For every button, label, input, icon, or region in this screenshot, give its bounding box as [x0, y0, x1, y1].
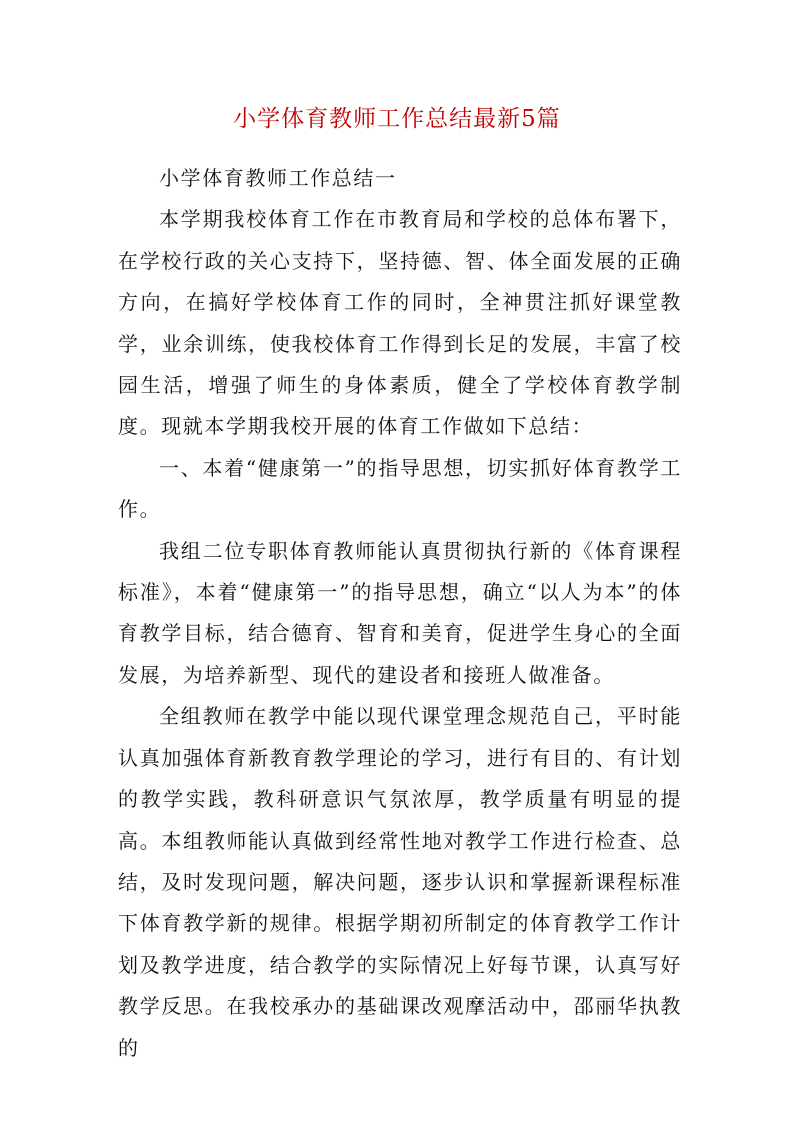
- section-heading: 小学体育教师工作总结一: [159, 166, 397, 190]
- paragraph-curriculum: 我组二位专职体育教师能认真贯彻执行新的《体育课程标准》，本着“健康第一”的指导思想，确立“以人为本”的体育教学目标，结合德育、智育和美育，促进学生身心的全面发展，为培养新型、现代的建设者和接班人做准备。: [118, 538, 682, 687]
- document-title: 小学体育教师工作总结最新5篇: [233, 106, 561, 132]
- document-body: [118, 158, 682, 1069]
- paragraph-teaching: 全组教师在教学中能以现代课堂理念规范自己，平时能认真加强体育新教育教学理论的学习，进行有目的、有计划的教学实践，教科研意识气氛浓厚，教学质量有明显的提高。本组教师能认真做到经常性地对教学工作进行检查、总结，及时发现问题，解决问题，逐步认识和掌握新课程标准下体育教学新的规律。根据学期初所制定的体育教学工作计划及教学进度，结合教学的实际情况上好每节课，认真写好教学反思。在我校承办的基础课改观摩活动中，邵丽华执教的: [118, 704, 682, 1060]
- paragraph-subheading: 一、本着“健康第一”的指导思想，切实抓好体育教学工作。: [118, 455, 682, 522]
- paragraph-intro: 本学期我校体育工作在市教育局和学校的总体布署下，在学校行政的关心支持下，坚持德、智、体全面发展的正确方向，在搞好学校体育工作的同时，全神贯注抓好课堂教学，业余训练，使我校体育工作得到长足的发展，丰富了校园生活，增强了师生的身体素质，健全了学校体育教学制度。现就本学期我校开展的体育工作做如下总结：: [118, 207, 682, 439]
